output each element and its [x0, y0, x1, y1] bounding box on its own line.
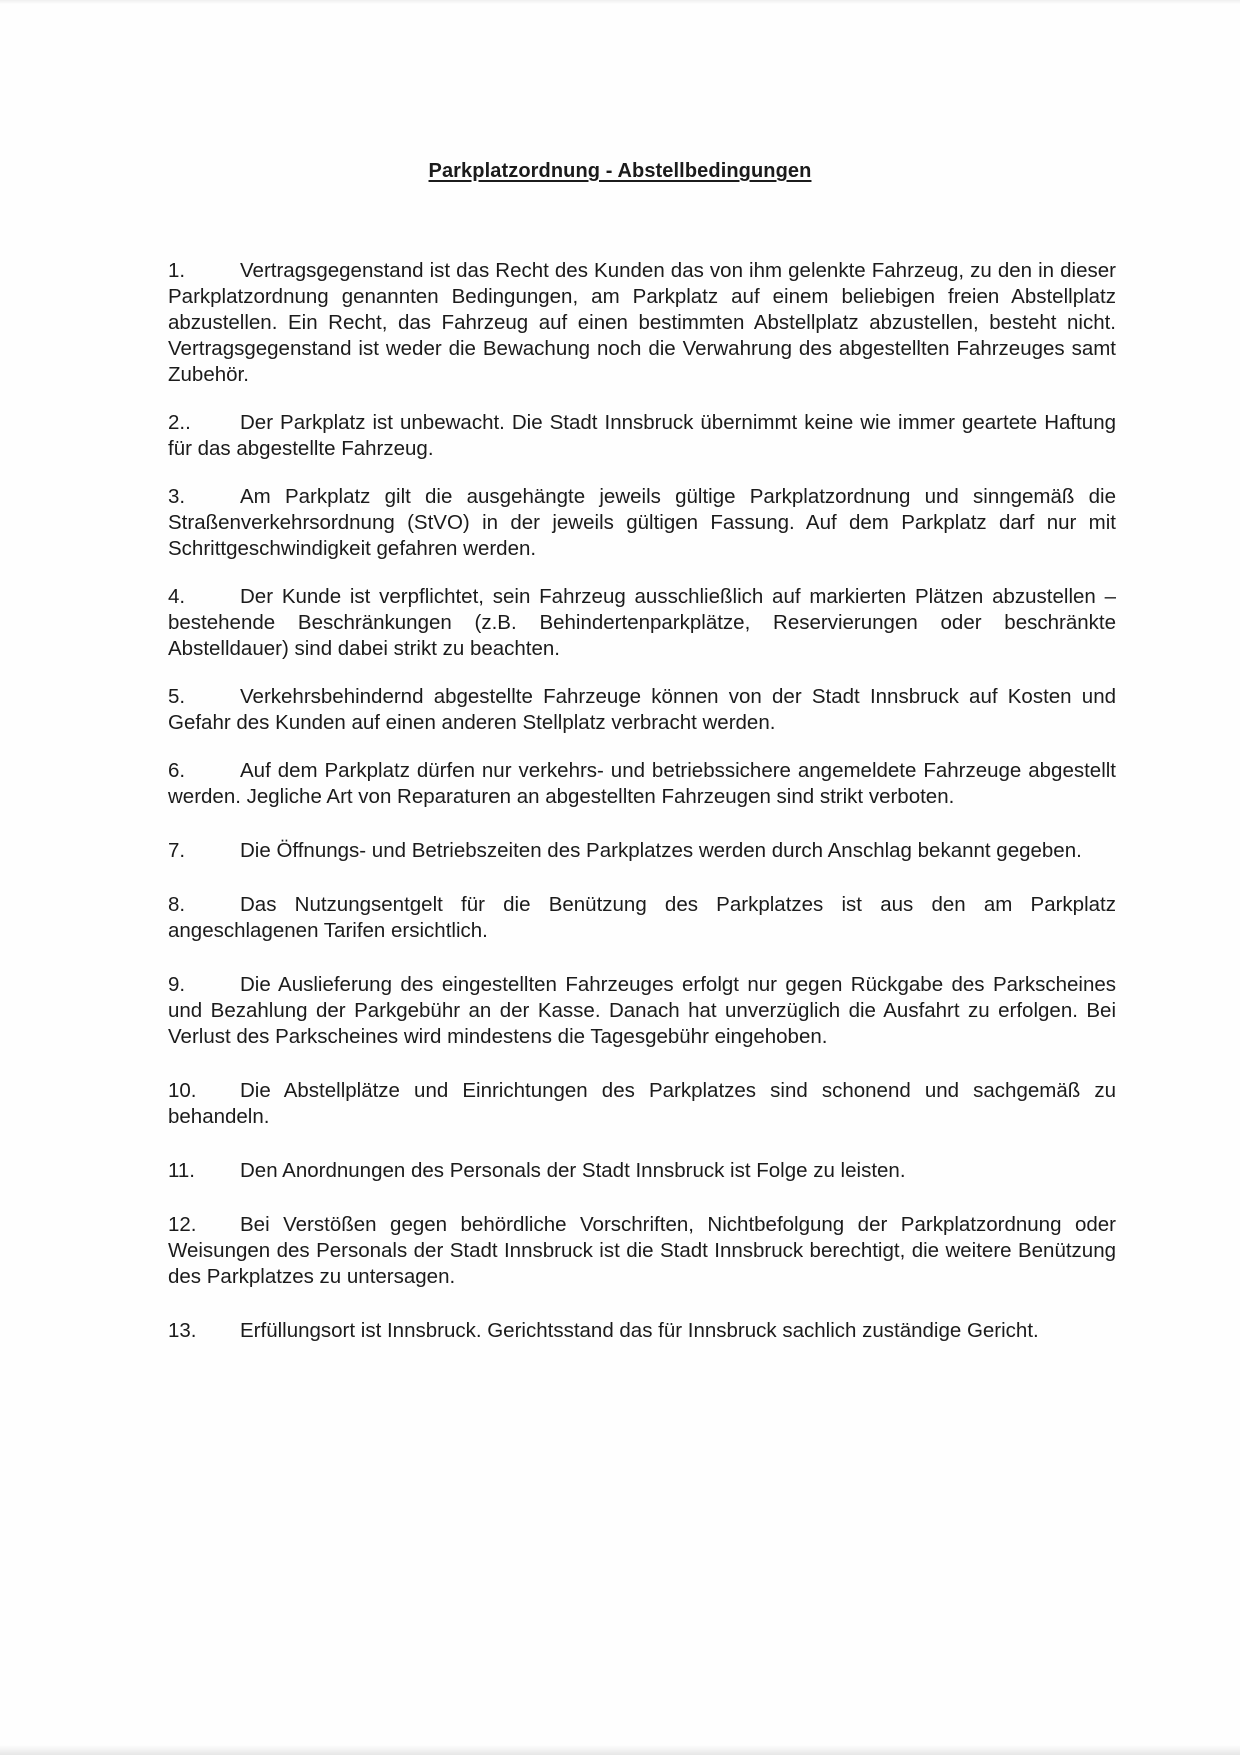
rule-text: Das Nutzungsentgelt für die Benützung des Parkplatzes ist aus den am Parkplatz angeschlagenen Tarifen ersichtlich. — [168, 893, 1116, 942]
rule-text: Die Abstellplätze und Einrichtungen des Parkplatzes sind schonend und sachgemäß zu behandeln. — [168, 1079, 1116, 1128]
rule-item-13 — [168, 1318, 1116, 1344]
document-title: Parkplatzordnung - Abstellbedingungen — [428, 160, 812, 182]
rule-item-2 — [168, 410, 1116, 462]
rule-number: 4. — [168, 585, 186, 608]
rule-item-10 — [168, 1078, 1116, 1130]
rule-item-6 — [168, 758, 1116, 810]
rule-text: Den Anordnungen des Personals der Stadt Innsbruck ist Folge zu leisten. — [240, 1159, 906, 1182]
rule-text: Erfüllungsort ist Innsbruck. Gerichtsstand das für Innsbruck sachlich zuständige Gericht. — [240, 1319, 1039, 1342]
rule-text: Die Auslieferung des eingestellten Fahrzeuges erfolgt nur gegen Rückgabe des Parkscheines und Bezahlung der Parkgebühr an der Kasse. Danach hat unverzüglich die Ausfahrt zu erfolgen. Bei Verlust des Parkscheines wird mindestens die Tagesgebühr eingehoben. — [168, 973, 1116, 1048]
rule-text: Vertragsgegenstand ist das Recht des Kunden das von ihm gelenkte Fahrzeug, zu den in dieser Parkplatzordnung genannten Bedingungen, am Parkplatz auf einem beliebigen freien Abstellplatz abzustellen. Ein Recht, das Fahrzeug auf einen bestimmten Abstellplatz abzustellen, besteht nicht. Vertragsgegenstand ist weder die Bewachung noch die Verwahrung des abgestellten Fahrzeuges samt Zubehör. — [168, 259, 1116, 386]
rules-list — [168, 258, 1116, 1344]
rule-number: 7. — [168, 839, 186, 862]
rule-number: 11. — [168, 1159, 195, 1182]
rule-number: 8. — [168, 893, 186, 916]
rule-text: Am Parkplatz gilt die ausgehängte jeweils gültige Parkplatzordnung und sinngemäß die Straßenverkehrsordnung (StVO) in der jeweils gültigen Fassung. Auf dem Parkplatz darf nur mit Schrittgeschwindigkeit gefahren werden. — [168, 485, 1116, 560]
rule-item-7 — [168, 838, 1116, 864]
rule-item-11 — [168, 1158, 1116, 1184]
rule-number: 5. — [168, 685, 186, 708]
rule-number: 12. — [168, 1213, 197, 1236]
rule-text: Die Öffnungs- und Betriebszeiten des Parkplatzes werden durch Anschlag bekannt gegeben. — [240, 839, 1082, 862]
rule-item-9 — [168, 972, 1116, 1050]
rule-item-5 — [168, 684, 1116, 736]
scan-edge-bottom — [0, 1745, 1240, 1755]
rule-text: Der Kunde ist verpflichtet, sein Fahrzeug ausschließlich auf markierten Plätzen abzustellen – bestehende Beschränkungen (z.B. Behindertenparkplätze, Reservierungen oder beschränkte Abstelldauer) sind dabei strikt zu beachten. — [168, 585, 1116, 660]
rule-number: 3. — [168, 485, 186, 508]
rule-number: 9. — [168, 973, 186, 996]
rule-number: 2.. — [168, 411, 191, 434]
rule-number: 13. — [168, 1319, 197, 1342]
rule-item-4 — [168, 584, 1116, 662]
rule-text: Bei Verstößen gegen behördliche Vorschriften, Nichtbefolgung der Parkplatzordnung oder Weisungen des Personals der Stadt Innsbruck ist die Stadt Innsbruck berechtigt, die weitere Benützung des Parkplatzes zu untersagen. — [168, 1213, 1116, 1288]
rule-item-1 — [168, 258, 1116, 388]
rule-number: 10. — [168, 1079, 197, 1102]
rule-number: 6. — [168, 759, 186, 782]
rule-text: Auf dem Parkplatz dürfen nur verkehrs- und betriebssichere angemeldete Fahrzeuge abgestellt werden. Jegliche Art von Reparaturen an abgestellten Fahrzeugen sind strikt verboten. — [168, 759, 1116, 808]
rule-number: 1. — [168, 259, 186, 282]
scan-edge-top — [0, 0, 1240, 4]
rule-text: Verkehrsbehindernd abgestellte Fahrzeuge können von der Stadt Innsbruck auf Kosten und Gefahr des Kunden auf einen anderen Stellplatz verbracht werden. — [168, 685, 1116, 734]
rule-item-12 — [168, 1212, 1116, 1290]
rule-item-8 — [168, 892, 1116, 944]
rule-text: Der Parkplatz ist unbewacht. Die Stadt Innsbruck übernimmt keine wie immer geartete Haftung für das abgestellte Fahrzeug. — [168, 411, 1116, 460]
rule-item-3 — [168, 484, 1116, 562]
